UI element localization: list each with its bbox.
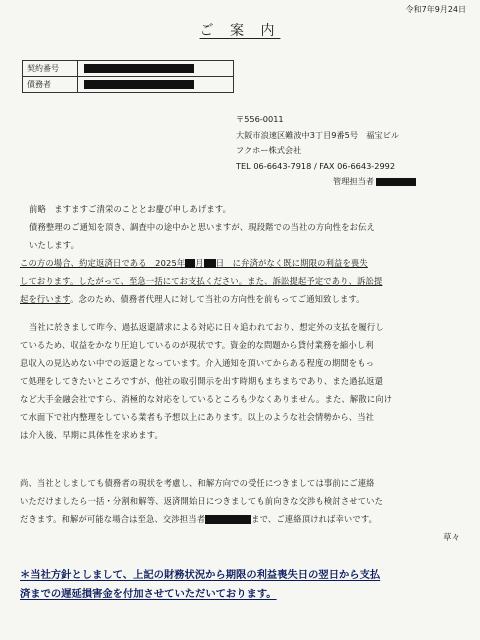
p2-line: 当社に於きまして昨今、過払返還請求による対応に日々追われており、想定外の支払を履行し [29, 322, 384, 332]
p1-line: 債務整理のご通知を頂き、調査中の途中かと思いますが、現段階での当社の方向性をお伝え [29, 222, 375, 232]
note-line: ＊当社方針としまして、上記の財務状況から期限の利益喪失日の翌日から支払 [20, 569, 381, 581]
sender-postal: 〒556-0011 [236, 114, 284, 124]
document-title: ご 案 内 [199, 23, 281, 39]
contract-number-label: 契約番号 [23, 61, 78, 76]
closing-word: 草々 [443, 532, 460, 542]
p3-line: いただけましたら一括・分割和解等、返済開始日につきましても前向きな交渉も検討させていた [20, 496, 384, 506]
redacted-debtor-name [84, 80, 194, 89]
paragraph-3 [20, 474, 468, 546]
p3-line: だきます。和解が可能な場合は至急、交渉担当者 まで、ご連絡頂ければ幸いです。 [20, 514, 378, 524]
p1-line: いたします。 [29, 240, 80, 250]
redacted-contract-number [84, 64, 194, 73]
redacted-day [204, 259, 216, 268]
p2-line: など大手金融会社ですら、消極的な対応をしているところも少なくありません。また、解散に向け [20, 394, 393, 404]
p2-line: ているため、収益をかなり圧迫しているのが現状です。資金的な問題から貸付業務を縮小し利 [20, 340, 374, 350]
p2-line: て水面下で社内整理をしている業者も予想以上にあります。以上のような社会情勢から、当社 [20, 412, 375, 422]
p1-line: 前略 ますますご清栄のこととお慶び申しあげます。 [29, 204, 232, 214]
sender-company: フクホー株式会社 [236, 145, 302, 155]
document-date: 令和7年9月24日 [405, 5, 466, 14]
redacted-month [185, 259, 195, 268]
p1-line-date: この方の場合、約定返済日である 2025年 月 日 に弁済がなく既に期限の利益を喪失 [20, 258, 368, 268]
redacted-manager-name [376, 178, 416, 186]
paragraph-1 [20, 200, 468, 308]
p2-line: は介入後、早期に具体性を求めます。 [20, 430, 163, 440]
p2-line: て処理をしてきたいところですが、他社の取引開示を出す時期もまちまちであり、また過払返還 [20, 376, 384, 386]
paragraph-2 [20, 318, 468, 444]
sender-manager: 管理担当者 [236, 174, 416, 190]
p1-line: しております。したがって、至急一括にてお支払ください。また、訴訟提起予定であり、訴訟提 [20, 276, 383, 286]
debtor-label: 債務者 [23, 77, 78, 92]
p1-line: 起を行います。念のため、債務者代理人に対して当社の方向性を前もってご通知致します。 [20, 294, 365, 304]
info-table [22, 60, 234, 93]
p2-line: 息収入の見込めない中での返還となっています。介入通知を頂いてからある程度の期間をもっ [20, 358, 375, 368]
p3-line: 尚、当社としましても債務者の現状を考慮し、和解方向での受任につきましては事前にご連絡 [20, 478, 375, 488]
debtor-row [23, 77, 233, 92]
sender-block [236, 112, 416, 190]
redacted-negotiator-name [205, 515, 251, 524]
contract-number-row [23, 61, 233, 77]
sender-phone-fax: TEL 06-6643-7918 / FAX 06-6643-2992 [236, 160, 396, 171]
policy-note [20, 566, 460, 604]
sender-address: 大阪市浪速区難波中3丁目9番5号 福宝ビル [236, 129, 400, 140]
note-line: 済までの遅延損害金を付加させていただいております。 [20, 588, 277, 600]
